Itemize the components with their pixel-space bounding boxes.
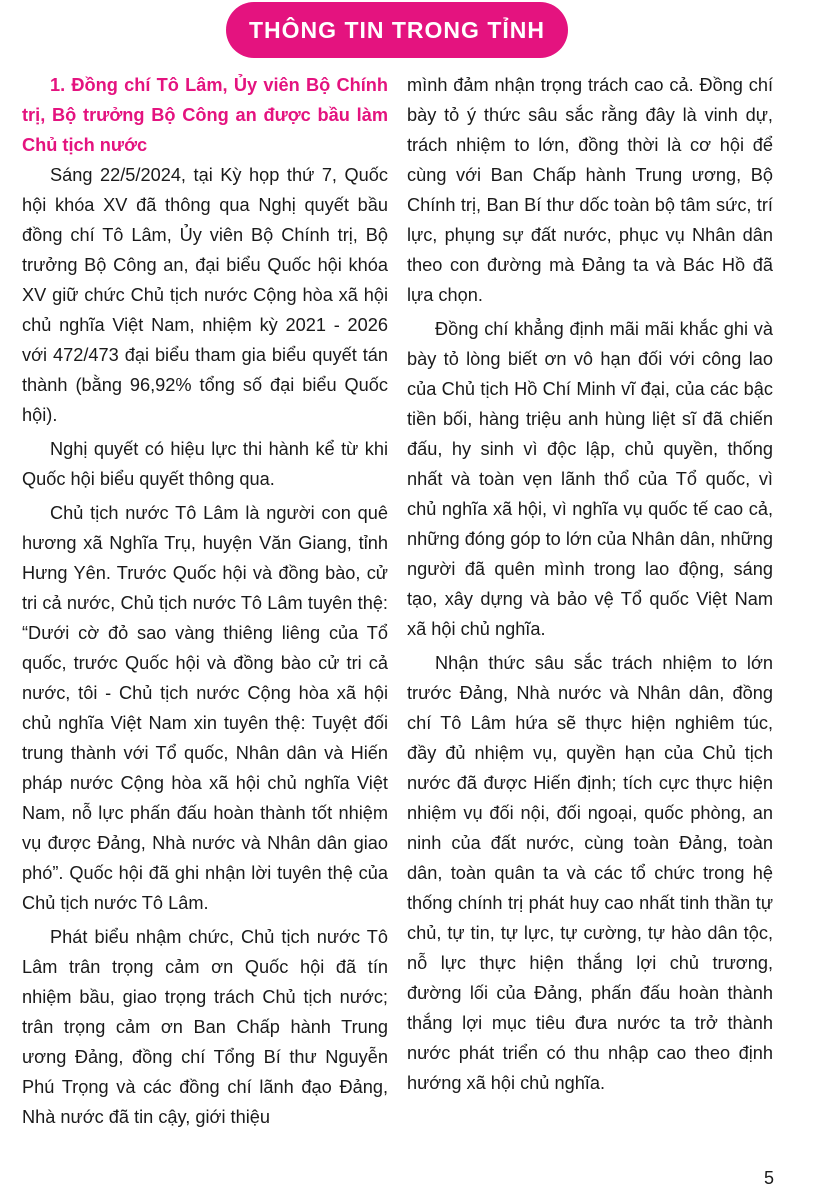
paragraph: Phát biểu nhậm chức, Chủ tịch nước Tô Lâm trân trọng cảm ơn Quốc hội đã tín nhiệm bầu, giao trọng trách Chủ tịch nước; trân trọng cảm ơn Ban Chấp hành Trung ương Đảng, đồng chí Tổng Bí thư Nguyễn Phú Trọng và các đồng chí lãnh đạo Đảng, Nhà nước đã tin cậy, giới thiệu <box>22 927 388 1127</box>
paragraph: Nghị quyết có hiệu lực thi hành kể từ khi Quốc hội biểu quyết thông qua. <box>22 439 388 489</box>
section-header: THÔNG TIN TRONG TỈNH <box>226 2 568 58</box>
right-column <box>407 70 773 1098</box>
page-number: 5 <box>763 1168 774 1188</box>
paragraph: Sáng 22/5/2024, tại Kỳ họp thứ 7, Quốc hội khóa XV đã thông qua Nghị quyết bầu đồng chí Tô Lâm, Ủy viên Bộ Chính trị, Bộ trưởng Bộ Công an, đại biểu Quốc hội khóa XV giữ chức Chủ tịch nước Cộng hòa xã hội chủ nghĩa Việt Nam, nhiệm kỳ 2021 - 2026 với 472/473 đại biểu tham gia biểu quyết tán thành (bằng 96,92% tổng số đại biểu Quốc hội). <box>22 165 388 425</box>
paragraph: Nhận thức sâu sắc trách nhiệm to lớn trước Đảng, Nhà nước và Nhân dân, đồng chí Tô Lâm hứa sẽ thực hiện nghiêm túc, đầy đủ nhiệm vụ, quyền hạn của Chủ tịch nước đã được Hiến định; tích cực thực hiện nhiệm vụ đối nội, đối ngoại, quốc phòng, an ninh của đất nước, cùng toàn Đảng, toàn dân, toàn quân ta và các tổ chức trong hệ thống chính trị phát huy cao nhất tinh thần tự chủ, tự tin, tự lực, tự cường, tự hào dân tộc, nỗ lực thực hiện thắng lợi chủ trương, đường lối của Đảng, phấn đấu hoàn thành thắng lợi mục tiêu đưa nước ta trở thành nước phát triển có thu nhập cao theo định hướng xã hội chủ nghĩa. <box>407 653 773 1093</box>
paragraph: mình đảm nhận trọng trách cao cả. Đồng chí bày tỏ ý thức sâu sắc rằng đây là vinh dự, trách nhiệm to lớn, đồng thời là cơ hội để cùng với Ban Chấp hành Trung ương, Bộ Chính trị, Ban Bí thư dốc toàn bộ tâm sức, trí lực, phụng sự đất nước, phục vụ Nhân dân theo con đường mà Đảng ta và Bác Hồ đã lựa chọn. <box>407 75 773 305</box>
paragraph: Chủ tịch nước Tô Lâm là người con quê hương xã Nghĩa Trụ, huyện Văn Giang, tỉnh Hưng Yên. Trước Quốc hội và đồng bào, cử tri cả nước, Chủ tịch nước Tô Lâm tuyên thệ: “Dưới cờ đỏ sao vàng thiêng liêng của Tổ quốc, trước Quốc hội và đồng bào cử tri cả nước, tôi - Chủ tịch nước Cộng hòa xã hội chủ nghĩa Việt Nam xin tuyên thệ: Tuyệt đối trung thành với Tổ quốc, Nhân dân và Hiến pháp nước Cộng hòa xã hội chủ nghĩa Việt Nam, nỗ lực phấn đấu hoàn thành tốt nhiệm vụ được Đảng, Nhà nước và Nhân dân giao phó”. Quốc hội đã ghi nhận lời tuyên thệ của Chủ tịch nước Tô Lâm. <box>22 503 388 913</box>
left-column <box>22 70 388 1132</box>
article-headline: 1. Đồng chí Tô Lâm, Ủy viên Bộ Chính trị, Bộ trưởng Bộ Công an được bầu làm Chủ tịch nước <box>22 75 388 155</box>
paragraph: Đồng chí khẳng định mãi mãi khắc ghi và bày tỏ lòng biết ơn vô hạn đối với công lao của Chủ tịch Hồ Chí Minh vĩ đại, của các bậc tiền bối, hàng triệu anh hùng liệt sĩ đã chiến đấu, hy sinh vì độc lập, chủ quyền, thống nhất và toàn vẹn lãnh thổ của Tổ quốc, vì chủ nghĩa xã hội, vì nghĩa vụ quốc tế cao cả, những đóng góp to lớn của Nhân dân, những người đã quên mình trong lao động, sáng tạo, xây dựng và bảo vệ Tổ quốc Việt Nam xã hội chủ nghĩa. <box>407 319 773 639</box>
